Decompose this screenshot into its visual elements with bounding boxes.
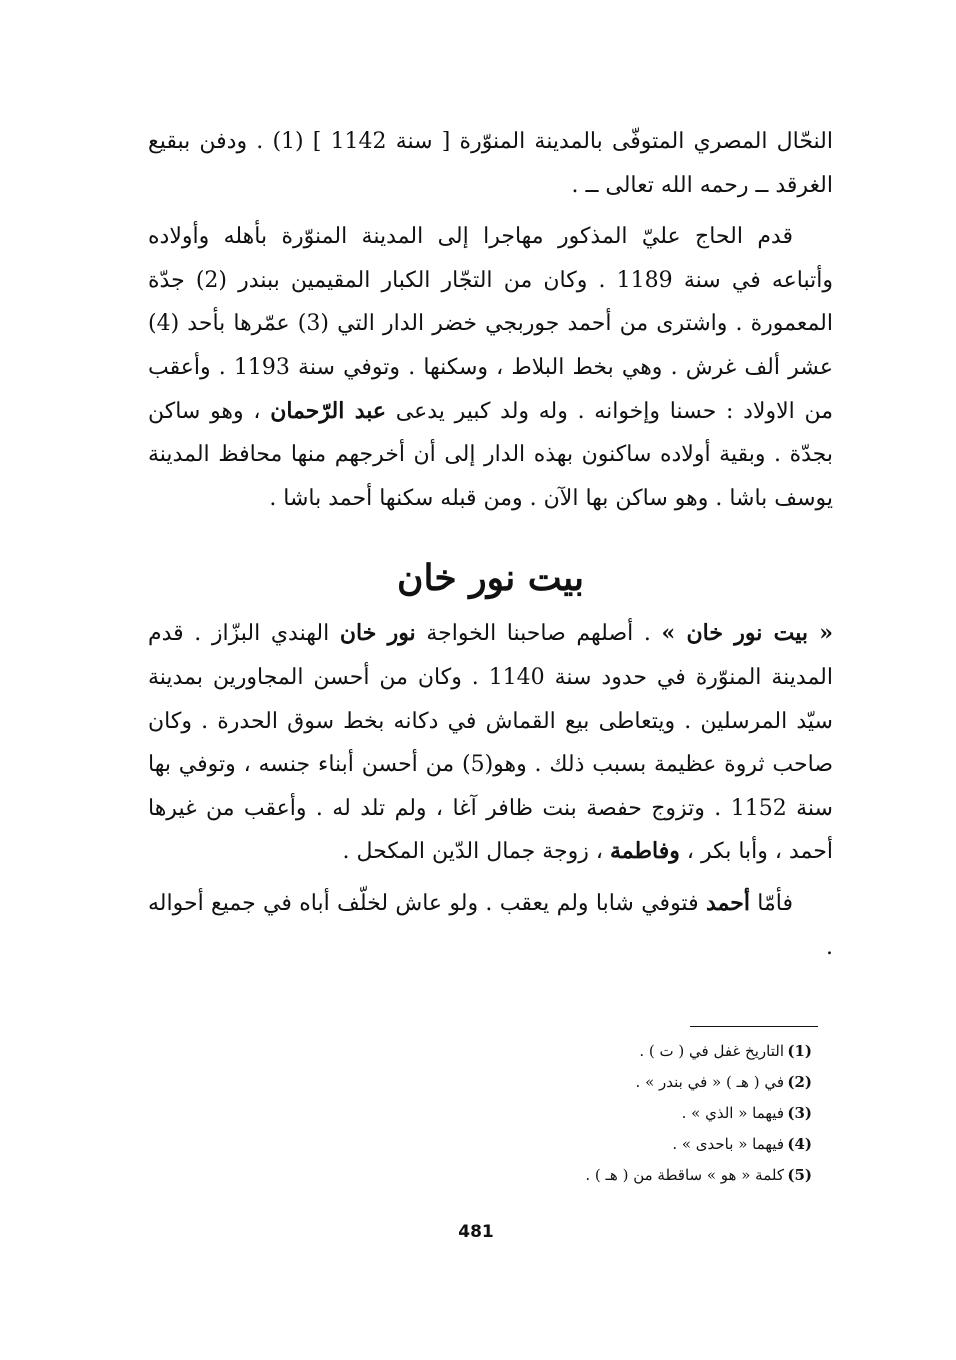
footnote-3: (3)فيهما « الذي » . (681, 1104, 812, 1122)
bold-name-nur-khan: نور خان (339, 620, 416, 647)
footnote-divider (690, 1026, 818, 1027)
bold-house-name: « بيت نور خان » (661, 620, 834, 647)
bold-name-abd-al-rahman: عبد الرّحمان (270, 397, 387, 424)
paragraph-2: قدم الحاج عليّ المذكور مهاجرا إلى المدينة المنوّرة بأهله وأولاده وأتباعه في سنة 1189 . وكان من التجّار الكبار المقيمين ببندر (2) جدّة المعمورة . واشترى من أحمد جوربجي خضر الدار التي (3) عمّرها بأحد (4) عشر ألف غرش . وهي بخط البلاط ، وسكنها . وتوفي سنة 1193 . وأعقب من الاولاد : حسنا وإخوانه . وله ولد كبير يدعى عبد الرّحمان ، وهو ساكن بجدّة . وبقية أولاده ساكنون بهذه الدار إلى أن أخرجهم منها محافظ المدينة يوسف باشا . وهو ساكن بها الآن . ومن قبله سكنها أحمد باشا . (148, 224, 834, 511)
footnote-1: (1)التاريخ غفل في ( ت ) . (639, 1042, 812, 1060)
main-text (148, 120, 833, 969)
bold-name-fatima: وفاطمة (609, 838, 680, 865)
page-number: 481 (458, 1222, 494, 1242)
footnote-5: (5)كلمة « هو » ساقطة من ( هـ ) . (585, 1166, 812, 1184)
bold-name-ahmad: أحمد (705, 889, 750, 916)
paragraph-3: « بيت نور خان » . أصلهم صاحبنا الخواجة نور خان الهندي البزّاز . قدم المدينة المنوّرة في حدود سنة 1140 . وكان من أحسن المجاورين بمدينة سيّد المرسلين . ويتعاطى بيع القماش في دكانه بخط سوق الحدرة . وكان صاحب ثروة عظيمة بسبب ذلك . وهو(5) من أحسن أبناء جنسه ، وتوفي بها سنة 1152 . وتزوج حفصة بنت ظافر آغا ، ولم تلد له . وأعقب من غيرها أحمد ، وأبا بكر ، وفاطمة ، زوجة جمال الدّين المكحل . (148, 620, 834, 865)
section-heading: بيت نور خان (397, 557, 584, 600)
footnote-4: (4)فيهما « باحدى » . (672, 1135, 812, 1153)
footnotes (420, 1036, 812, 1191)
paragraph-4: فأمّا أحمد فتوفي شابا ولم يعقب . ولو عاش لخلّف أباه في جميع أحواله . (148, 889, 833, 960)
footnote-2: (2)في ( هـ ) « في بندر » . (635, 1073, 812, 1091)
paragraph-1: النحّال المصري المتوفّى بالمدينة المنوّرة [ سنة 1142 ] (1) . ودفن ببقيع الغرقد ــ رحمه الله تعالى ــ . (148, 129, 833, 198)
